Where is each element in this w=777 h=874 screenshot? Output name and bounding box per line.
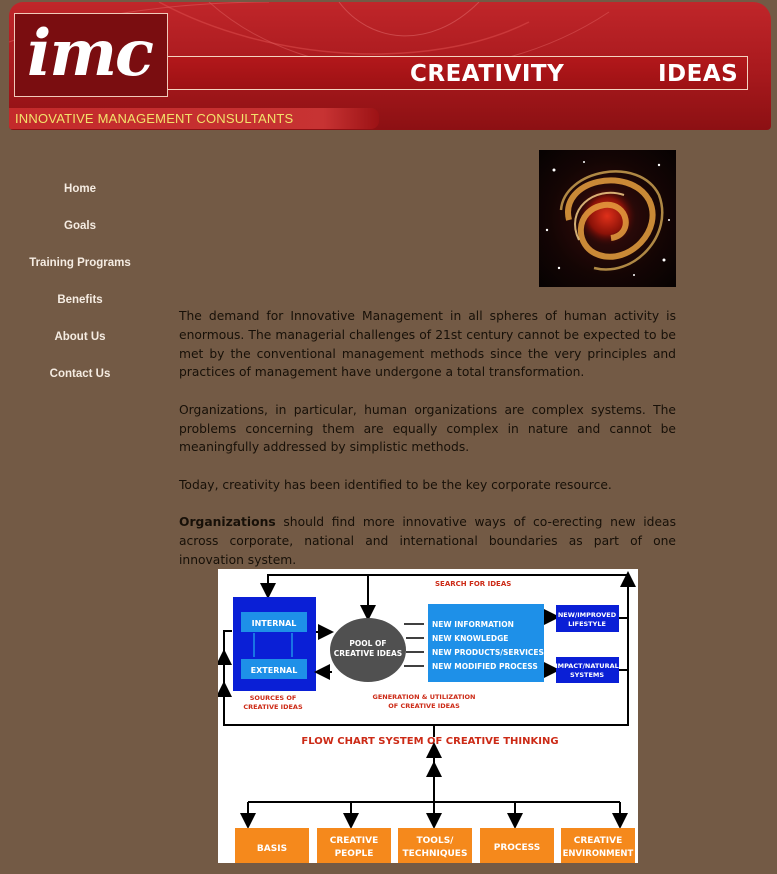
flowchart-image [218, 569, 638, 863]
paragraph-demand: The demand for Innovative Management in all spheres of human activity is enormous. The managerial challenges of 21st century cannot be expected to be met by the conventional management methods since the very principles and practices of management have undergone a total transformation. [179, 309, 676, 380]
impact-label-2: SYSTEMS [569, 671, 605, 679]
site-header [9, 2, 771, 130]
box-basis-label: BASIS [256, 844, 288, 854]
pool-label-2: CREATIVE IDEAS [333, 649, 403, 658]
nav-item-training-programs[interactable]: Training Programs [29, 257, 131, 269]
flowchart-diagram [218, 569, 638, 863]
impact-box [556, 657, 619, 683]
nav-item-benefits[interactable]: Benefits [57, 294, 103, 306]
paragraph-today: Today, creativity has been identified to be the key corporate resource. [179, 477, 612, 492]
innovation-text: should find more innovative ways of co-erecting new ideas across corporate, national and international boundaries as part of one innovation system. [179, 515, 676, 567]
organizations-bold: Organizations [179, 515, 276, 530]
impact-label-1: IMPACT/NATURAL [555, 662, 619, 670]
main-content [179, 307, 676, 570]
flowchart-title: FLOW CHART SYSTEM OF CREATIVE THINKING [301, 736, 559, 747]
gen-label-1: GENERATION & UTILIZATION [372, 693, 476, 701]
nav-item-home[interactable]: Home [64, 183, 96, 195]
paragraph-innovation [179, 513, 676, 569]
sources-label-1: SOURCES OF [249, 694, 297, 702]
left-to-sources-line [224, 631, 232, 657]
lifestyle-label-2: LIFESTYLE [568, 620, 606, 628]
lifestyle-label-1: NEW/IMPROVED [557, 611, 617, 619]
search-label: SEARCH FOR IDEAS [435, 580, 512, 588]
company-name: INNOVATIVE MANAGEMENT CONSULTANTS [15, 111, 294, 126]
box-env-label-2: ENVIRONMENT [562, 849, 634, 859]
title-creativity: CREATIVITY [410, 61, 565, 87]
box-people-label-1: CREATIVE [329, 836, 379, 846]
sidebar-nav [0, 178, 160, 400]
logo-text: imc [27, 16, 152, 91]
external-label: EXTERNAL [250, 666, 298, 675]
output-info: NEW INFORMATION [432, 620, 514, 629]
logo[interactable] [14, 13, 168, 97]
pool-label-1: POOL OF [349, 639, 387, 648]
nav-item-contact-us[interactable]: Contact Us [49, 368, 111, 380]
sources-label-2: CREATIVE IDEAS [243, 703, 303, 711]
box-people-label-2: PEOPLE [334, 849, 374, 859]
output-products: NEW PRODUCTS/SERVICES [432, 648, 544, 657]
box-tools-label-1: TOOLS/ [416, 836, 454, 846]
title-ideas: IDEAS [658, 61, 739, 87]
output-process: NEW MODIFIED PROCESS [432, 662, 538, 671]
nav-item-about-us[interactable]: About Us [54, 331, 106, 343]
box-tools-label-2: TECHNIQUES [402, 849, 468, 859]
paragraph-organizations: Organizations, in particular, human organizations are complex systems. The problems concerning them are equally complex in nature and cannot be meaningfully addressed by simplistic methods. [179, 402, 676, 455]
output-knowledge: NEW KNOWLEDGE [432, 634, 509, 643]
box-process-label: PROCESS [493, 843, 541, 853]
box-env-label-1: CREATIVE [573, 836, 623, 846]
internal-label: INTERNAL [251, 619, 297, 628]
subtitle-bar [9, 108, 379, 129]
creativity-swirl-image [539, 150, 676, 287]
nav-item-goals[interactable]: Goals [64, 220, 96, 232]
swirl-graphic [539, 150, 676, 287]
gen-label-2: OF CREATIVE IDEAS [388, 702, 460, 710]
title-banner [168, 56, 748, 90]
